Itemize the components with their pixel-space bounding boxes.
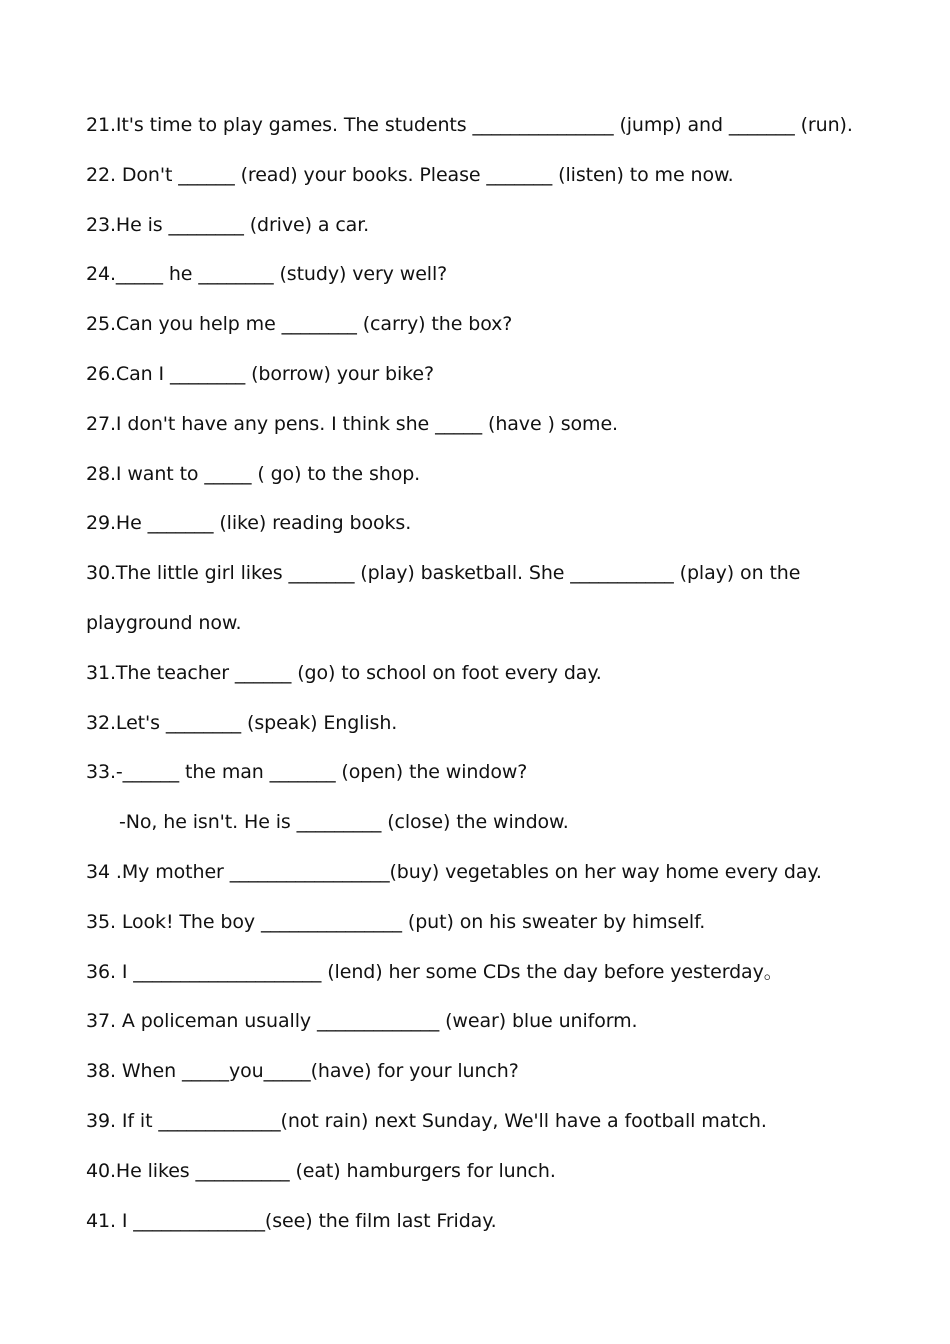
exercise-33: 33.-______ the man _______ (open) the window?: [86, 761, 528, 784]
exercise-40: 40.He likes __________ (eat) hamburgers for lunch.: [86, 1159, 556, 1182]
exercise-30: 30.The little girl likes _______ (play) basketball. She ___________ (play) on the: [86, 562, 801, 585]
exercise-23: 23.He is ________ (drive) a car.: [86, 213, 370, 236]
exercise-27: 27.I don't have any pens. I think she _____ (have ) some.: [86, 412, 618, 435]
exercise-31: 31.The teacher ______ (go) to school on foot every day.: [86, 661, 602, 684]
exercise-37: 37. A policeman usually _____________ (wear) blue uniform.: [86, 1010, 638, 1033]
exercise-33-answer: -No, he isn't. He is _________ (close) the window.: [119, 811, 569, 834]
exercise-25: 25.Can you help me ________ (carry) the box?: [86, 313, 513, 336]
exercise-41: 41. I ______________(see) the film last Friday.: [86, 1209, 497, 1232]
exercise-34: 34 .My mother _________________(buy) vegetables on her way home every day.: [86, 860, 822, 883]
exercise-39: 39. If it _____________(not rain) next Sunday, We'll have a football match.: [86, 1109, 767, 1132]
exercise-28: 28.I want to _____ ( go) to the shop.: [86, 462, 421, 485]
exercise-21: 21.It's time to play games. The students _______________ (jump) and _______ (run).: [86, 114, 853, 136]
exercise-29: 29.He _______ (like) reading books.: [86, 512, 412, 535]
exercise-32: 32.Let's ________ (speak) English.: [86, 711, 398, 734]
exercise-22: 22. Don't ______ (read) your books. Please _______ (listen) to me now.: [86, 163, 734, 186]
exercise-list: [86, 106, 886, 1251]
exercise-26: 26.Can I ________ (borrow) your bike?: [86, 362, 434, 385]
exercise-35: 35. Look! The boy _______________ (put) on his sweater by himself.: [86, 910, 706, 933]
exercise-36: 36. I ____________________ (lend) her some CDs the day before yesterday。: [86, 960, 783, 983]
exercise-24: 24._____ he ________ (study) very well?: [86, 263, 448, 286]
exercise-30-continued: playground now.: [86, 611, 242, 634]
exercise-38: 38. When _____you_____(have) for your lunch?: [86, 1060, 519, 1083]
